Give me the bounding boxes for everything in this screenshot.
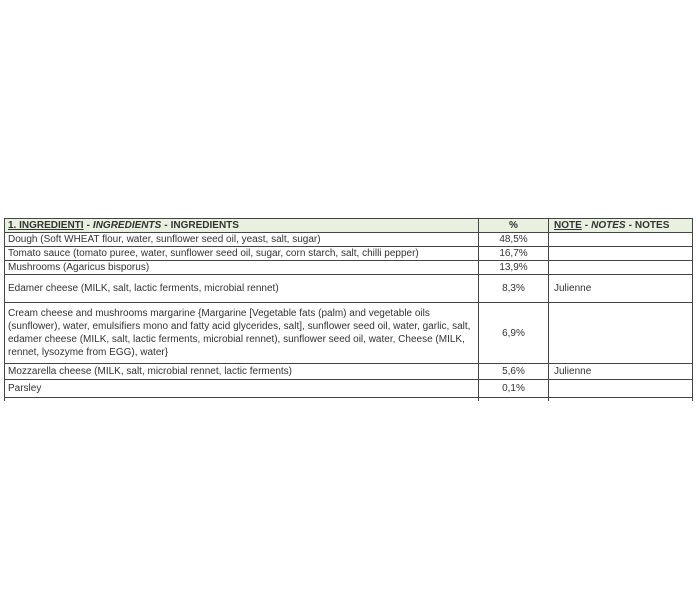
ingredients-table <box>4 218 693 401</box>
percent-cell: 16,7% <box>479 247 549 261</box>
note-cell <box>549 303 693 364</box>
header-separator: - <box>584 220 589 231</box>
ingredient-cell: Dough (Soft WHEAT flour, water, sunflower seed oil, yeast, salt, sugar) <box>5 233 479 247</box>
ingredient-cell: Tomato sauce (tomato puree, water, sunflower seed oil, sugar, corn starch, salt, chilli pepper) <box>5 247 479 261</box>
table-row-tomato-sauce <box>5 247 693 261</box>
note-cell <box>549 380 693 398</box>
ingredient-cell: Mushrooms (Agaricus bisporus) <box>5 261 479 275</box>
notes-column-header <box>549 219 693 233</box>
ingredients-header-italian: 1. INGREDIENTI <box>8 220 84 231</box>
header-separator: - <box>628 220 632 231</box>
notes-header-english: NOTES <box>634 220 670 231</box>
notes-header-italian: NOTE <box>554 220 582 231</box>
note-cell: Julienne <box>549 275 693 303</box>
ingredient-cell: Edamer cheese (MILK, salt, lactic ferments, microbial rennet) <box>5 275 479 303</box>
table-row-mozzarella <box>5 364 693 380</box>
percent-column-header: % <box>479 219 549 233</box>
ingredients-header-english-italic: INGREDIENTS <box>92 220 162 231</box>
ingredient-cell: Mozzarella cheese (MILK, salt, microbial rennet, lactic ferments) <box>5 364 479 380</box>
table-row-parsley <box>5 380 693 398</box>
table-row-edamer-cheese <box>5 275 693 303</box>
cutoff-cell <box>479 398 549 402</box>
ingredients-column-header <box>5 219 479 233</box>
percent-cell: 48,5% <box>479 233 549 247</box>
table-row-mushrooms <box>5 261 693 275</box>
percent-cell: 13,9% <box>479 261 549 275</box>
percent-cell: 8,3% <box>479 275 549 303</box>
cutoff-cell <box>5 398 479 402</box>
table-header-row <box>5 219 693 233</box>
notes-header-english-italic: NOTES <box>591 220 626 231</box>
note-cell <box>549 233 693 247</box>
cutoff-cell <box>549 398 693 402</box>
header-separator: - <box>164 220 168 231</box>
note-cell <box>549 261 693 275</box>
note-cell: Julienne <box>549 364 693 380</box>
percent-cell: 0,1% <box>479 380 549 398</box>
table-row-cream-cheese-margarine <box>5 303 693 364</box>
ingredient-cell: Parsley <box>5 380 479 398</box>
percent-cell: 6,9% <box>479 303 549 364</box>
ingredients-header-english: INGREDIENTS <box>170 220 239 231</box>
percent-cell: 5,6% <box>479 364 549 380</box>
note-cell <box>549 247 693 261</box>
table-row-dough <box>5 233 693 247</box>
table-row-cutoff-sliver <box>5 398 693 402</box>
ingredient-cell: Cream cheese and mushrooms margarine {Margarine [Vegetable fats (palm) and vegetable oils (sunflower), water, emulsifiers mono and fatty acid glycerides, salt], sunflower seed oil, water, garlic, salt, edamer cheese (MILK, salt, lactic ferments, microbial rennet), sunflower seed oil, water, Cheese (MILK, rennet, lysozyme from EGG), water} <box>5 303 479 364</box>
header-separator: - <box>86 220 90 231</box>
